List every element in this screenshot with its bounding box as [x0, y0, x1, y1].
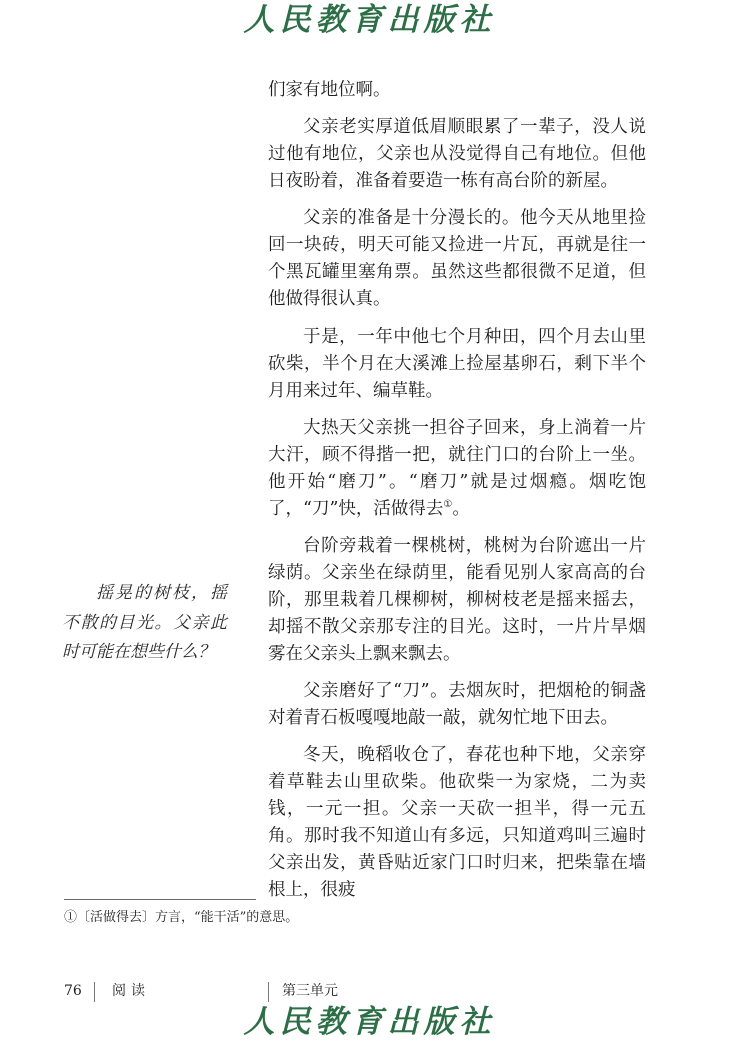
- paragraph: [268, 415, 646, 523]
- footer-divider: [268, 982, 269, 1002]
- paragraph: 父亲的准备是十分漫长的。他今天从地里捡回一块砖，明天可能又捡进一片瓦，再就是往一个黑瓦罐里塞角票。虽然这些都很微不足道，但他做得很认真。: [268, 208, 646, 310]
- paragraph: 于是，一年中他七个月种田，四个月去山里砍柴，半个月在大溪滩上捡屋基卵石，剩下半个月用来过年、编草鞋。: [268, 326, 646, 401]
- paragraph-text: 大热天父亲挑一担谷子回来，身上淌着一片大汗，顾不得揩一把，就往门口的台阶上一坐。他开始“磨刀”。“磨刀”就是过烟瘾。烟吃饱了，“刀”快，活做得去: [268, 417, 646, 519]
- publisher-logo-top: 人民教育出版社: [243, 2, 496, 38]
- footer-divider: [94, 982, 95, 1002]
- paragraph: 台阶旁栽着一棵桃树，桃树为台阶遮出一片绿荫。父亲坐在绿荫里，能看见别人家高高的台阶，那里栽着几棵柳树，柳树枝老是摇来摇去，却摇不散父亲那专注的目光。这时，一片片旱烟雾在父亲头上飘来飘去。: [268, 535, 646, 664]
- unit-label: 第三单元: [282, 983, 338, 999]
- paragraph: 冬天，晚稻收仓了，春花也种下地，父亲穿着草鞋去山里砍柴。他砍柴一为家烧，二为卖钱，一元一担。父亲一天砍一担半，得一元五角。那时我不知道山有多远，只知道鸡叫三遍时父亲出发，黄昏贴近家门口时归来，把柴靠在墙根上，很疲: [268, 745, 646, 901]
- main-text: [268, 77, 646, 915]
- page-number: 76: [64, 983, 82, 999]
- paragraph: 父亲老实厚道低眉顺眼累了一辈子，没人说过他有地位，父亲也从没觉得自己有地位。但他日夜盼着，准备着要造一栋有高台阶的新屋。: [268, 117, 646, 192]
- book-title: 阅读: [112, 983, 150, 999]
- footnote-divider: [64, 899, 256, 900]
- publisher-logo-bottom: 人民教育出版社: [243, 1004, 496, 1040]
- footnote: ①〔活做得去〕方言，“能干活”的意思。: [64, 910, 299, 925]
- footnote-marker: ①: [443, 498, 453, 510]
- paragraph: 父亲磨好了“刀”。去烟灰时，把烟枪的铜盏对着青石板嘎嘎地敲一敲，就匆忙地下田去。: [268, 681, 646, 729]
- paragraph-end: 。: [452, 498, 470, 519]
- side-note: 摇晃的树枝，摇不散的目光。父亲此时可能在想些什么？: [62, 583, 227, 662]
- paragraph: 们家有地位啊。: [268, 80, 391, 100]
